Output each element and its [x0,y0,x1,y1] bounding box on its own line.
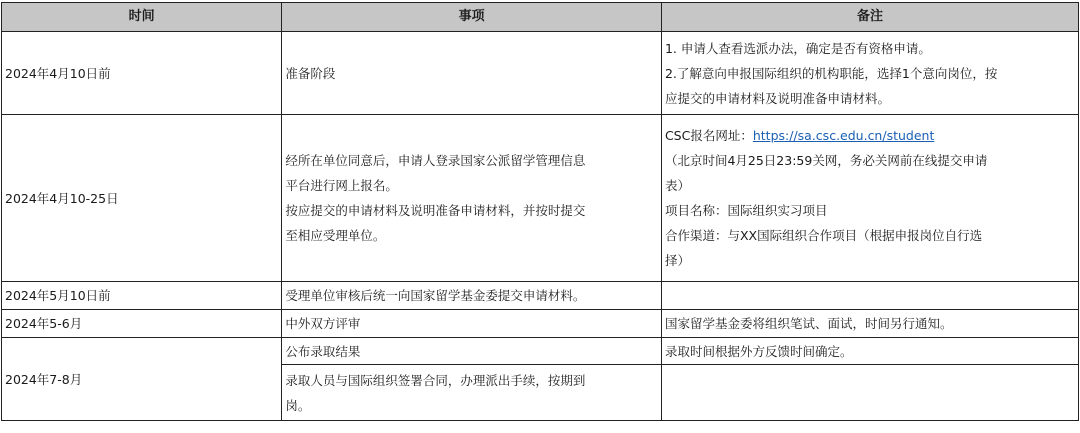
row-item: 公布录取结果 [282,338,662,365]
item-line: 录取人员与国际组织签署合同，办理派出手续，按期到 [285,372,586,388]
row-note: 国家留学基金委将组织笔试、面试，时间另行通知。 [661,310,1078,338]
table-row [2,115,1079,282]
table-row [2,310,1079,338]
note-line: 表） [664,178,690,193]
note-line: （北京时间4月25日23:59关网，务必关网前在线提交申请 [664,153,988,168]
row-note [661,115,1078,282]
header-item: 事项 [282,3,662,32]
row-time: 2024年5-6月 [2,310,282,338]
item-line: 至相应受理单位。 [285,228,386,243]
table-row [2,338,1079,365]
row-item: 中外双方评审 [282,310,662,338]
item-line: 平台进行网上报名。 [285,178,398,193]
csc-url-label: CSC报名网址： [664,128,753,143]
row-note: 录取时间根据外方反馈时间确定。 [661,338,1078,365]
csc-registration-link[interactable]: https://sa.csc.edu.cn/student [752,128,935,143]
item-line: 经所在单位同意后，申请人登录国家公派留学管理信息 [285,153,586,168]
header-time: 时间 [2,3,282,32]
note-line: 合作渠道：与XX国际组织合作项目（根据申报岗位自行选 [664,228,983,243]
header-note: 备注 [661,3,1078,32]
row-item: 受理单位审核后统一向国家留学基金委提交申请材料。 [282,282,662,310]
item-line: 岗。 [285,397,311,413]
row-time: 2024年5月10日前 [2,282,282,310]
note-line [665,123,1075,148]
table-row [2,32,1079,115]
row-time: 2024年4月10-25日 [2,115,282,282]
row-time: 2024年7-8月 [2,338,282,421]
note-line: 择） [664,253,690,268]
note-line: 项目名称：国际组织实习项目 [664,203,828,218]
row-note [661,282,1078,310]
note-line: 2.了解意向申报国际组织的机构职能，选择1个意向岗位，按 [664,65,998,81]
item-line: 按应提交的申请材料及说明准备申请材料，并按时提交 [285,203,586,218]
header-row [2,3,1079,32]
row-item [282,365,662,421]
row-note [661,32,1078,115]
row-note [661,365,1078,421]
timeline-table [1,2,1079,421]
table-row [2,282,1079,310]
row-item: 准备阶段 [282,32,662,115]
row-time: 2024年4月10日前 [2,32,282,115]
note-line: 应提交的申请材料及说明准备申请材料。 [664,90,890,106]
note-line: 1. 申请人查看选派办法，确定是否有资格申请。 [664,40,931,56]
row-item [282,115,662,282]
